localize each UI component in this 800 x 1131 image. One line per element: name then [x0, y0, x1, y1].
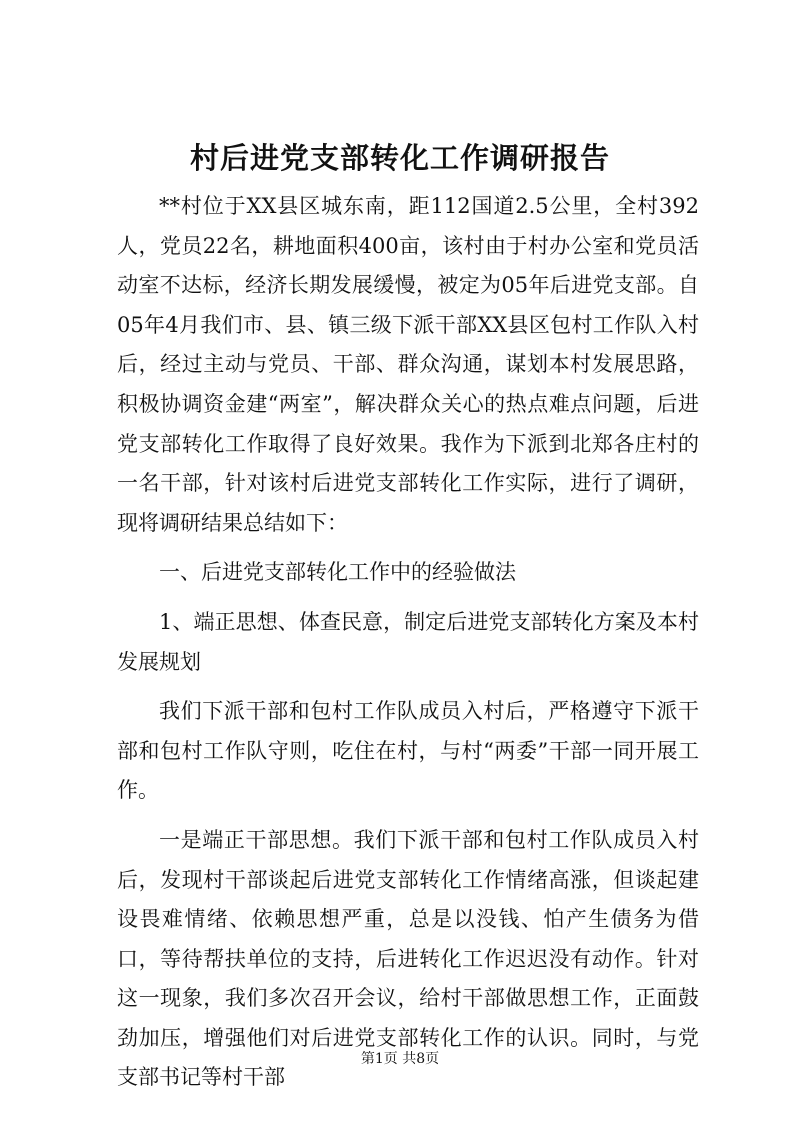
- body-paragraph: 一是端正干部思想。我们下派干部和包村工作队成员入村后，发现村干部谈起后进党支部转化工作情绪高涨，但谈起建设畏难情绪、依赖思想严重，总是以没钱、怕产生债务为借口，等待帮扶单位的支持，后进转化工作迟迟没有动作。针对这一现象，我们多次召开会议，给村干部做思想工作，正面鼓劲加压，增强他们对后进党支部转化工作的认识。同时，与党支部书记等村干部: [117, 827, 699, 1090]
- section-heading: 一、后进党支部转化工作中的经验做法: [159, 560, 516, 585]
- intro-paragraph: **村位于XX县区城东南，距112国道2.5公里，全村392人，党员22名，耕地面积400亩，该村由于村办公室和党员活动室不达标，经济长期发展缓慢，被定为05年后进党支部。自05年4月我们市、县、镇三级下派干部XX县区包村工作队入村后，经过主动与党员、干部、群众沟通，谋划本村发展思路，积极协调资金建“两室”，解决群众关心的热点难点问题，后进党支部转化工作取得了良好效果。我作为下派到北郑各庄村的一名干部，针对该村后进党支部转化工作实际，进行了调研，现将调研结果总结如下：: [117, 194, 699, 535]
- page-footer: 第1页 共8页: [360, 1051, 440, 1067]
- body-paragraph: 我们下派干部和包村工作队成员入村后，严格遵守下派干部和包村工作队守则，吃住在村，与村“两委”干部一同开展工作。: [117, 699, 699, 803]
- document-title: 村后进党支部转化工作调研报告: [189, 141, 610, 175]
- document-body: [117, 187, 699, 1098]
- subsection-heading: 1、端正思想、体查民意，制定后进党支部转化方案及本村发展规划: [117, 609, 699, 674]
